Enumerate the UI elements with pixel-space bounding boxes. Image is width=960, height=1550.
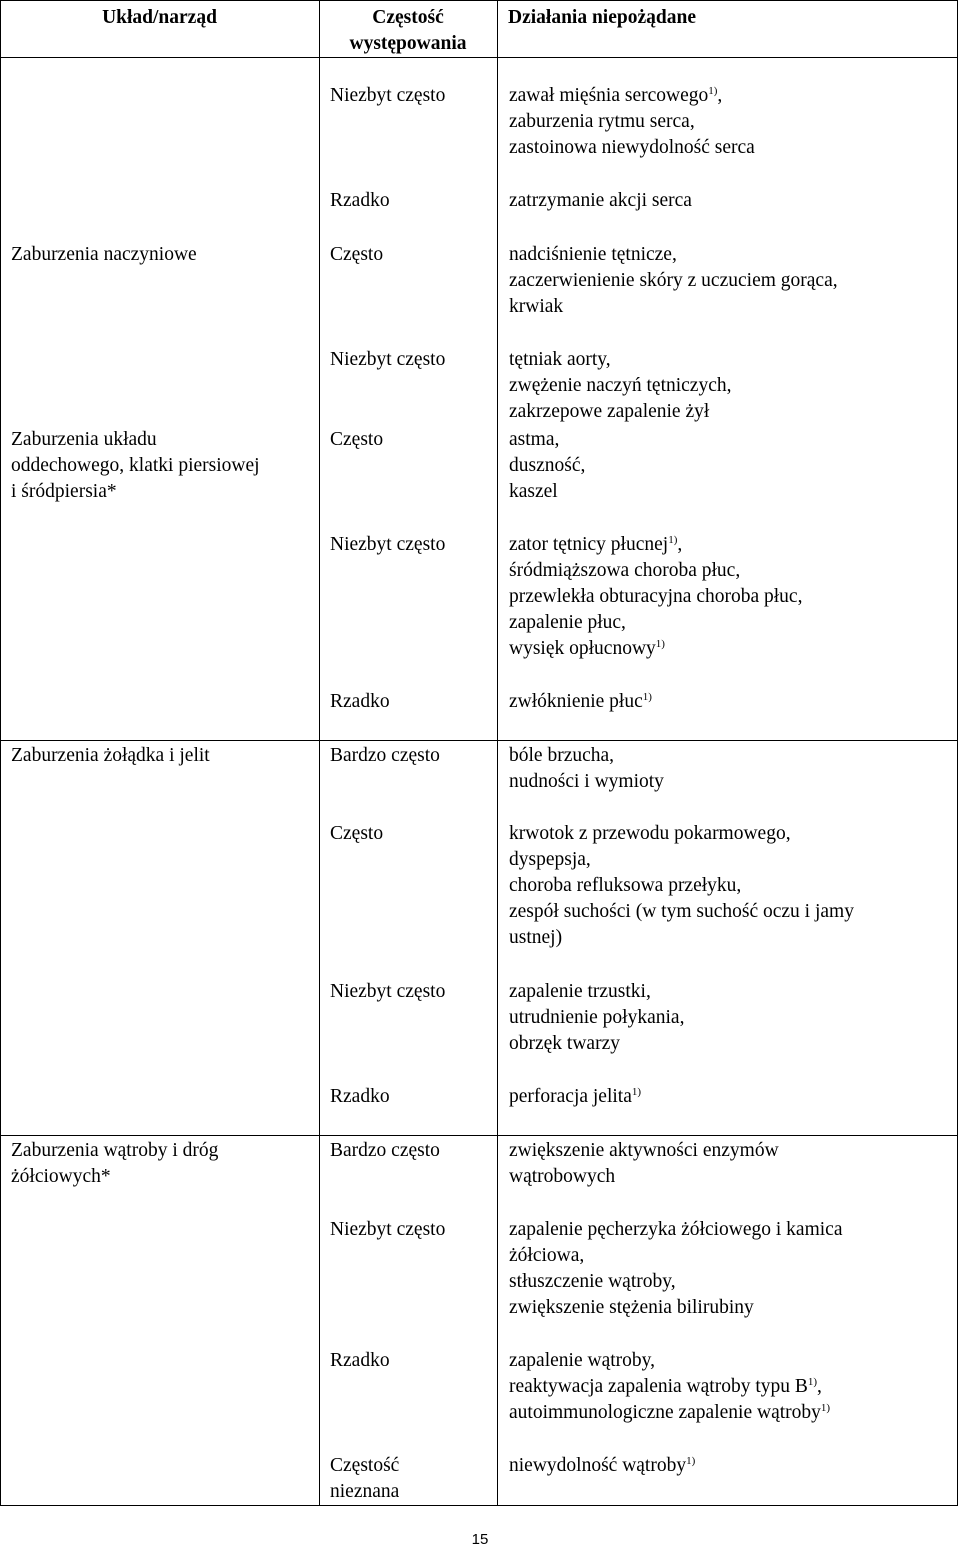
table-border-top (0, 0, 958, 1)
column-divider (497, 0, 498, 1506)
frequency-cell: Niezbyt często (330, 1219, 446, 1240)
frequency-cell: Niezbyt często (330, 349, 446, 370)
frequency-cell: Rzadko (330, 1086, 390, 1107)
effect-cell: zapalenie pęcherzyka żółciowego i kamica żółciowa, stłuszczenie wątroby, zwiększenie stężenia bilirubiny (509, 1219, 843, 1318)
effect-cell: zatrzymanie akcji serca (509, 190, 692, 211)
table-border-bottom (0, 1505, 958, 1506)
effect-cell: niewydolność wątroby$^{1)}$ (509, 1455, 696, 1476)
frequency-cell: Niezbyt często (330, 534, 446, 555)
frequency-cell: Rzadko (330, 691, 390, 712)
frequency-cell: Często (330, 244, 384, 265)
table-border-right (957, 0, 958, 1506)
page-number: 15 (471, 1531, 489, 1548)
organ-class-cell: Zaburzenia układu oddechowego, klatki piersiowej i śródpiersia* (11, 429, 260, 502)
effect-cell: zator tętnicy płucnej$^{1)}$, śródmiąższowa choroba płuc, przewlekła obturacyjna choroba płuc, zapalenie płuc, wysięk opłucnowy$^{1)}$ (509, 534, 803, 659)
header-organ: Układ/narząd (102, 7, 217, 28)
effect-cell: krwotok z przewodu pokarmowego, dyspepsja, choroba refluksowa przełyku, zespół suchości (w tym suchość oczu i jamy ustnej) (509, 823, 854, 948)
header-frequency: Częstość występowania (349, 7, 467, 54)
header-adverse-effects: Działania niepożądane (508, 7, 696, 28)
effect-cell: nadciśnienie tętnicze, zaczerwienienie skóry z uczuciem gorąca, krwiak (509, 244, 838, 317)
effect-cell: bóle brzucha, nudności i wymioty (509, 745, 664, 792)
effect-cell: perforacja jelita$^{1)}$ (509, 1086, 642, 1107)
frequency-cell: Częstość nieznana (330, 1455, 400, 1502)
frequency-cell: Często (330, 429, 384, 450)
frequency-cell: Często (330, 823, 384, 844)
frequency-cell: Niezbyt często (330, 981, 446, 1002)
effect-cell: tętniak aorty, zwężenie naczyń tętniczych, zakrzepowe zapalenie żył (509, 349, 732, 422)
organ-class-cell: Zaburzenia wątroby i dróg żółciowych* (11, 1140, 219, 1187)
effect-cell: zwiększenie aktywności enzymów wątrobowych (509, 1140, 779, 1187)
section-divider (0, 740, 958, 741)
frequency-cell: Niezbyt często (330, 85, 446, 106)
effect-cell: zawał mięśnia sercowego$^{1)}$, zaburzenia rytmu serca, zastoinowa niewydolność serca (509, 85, 755, 158)
effect-cell: zapalenie wątroby, reaktywacja zapalenia wątroby typu $B^{1)}$, autoimmunologiczne zapalenie wątroby$^{1)}$ (509, 1350, 831, 1423)
header-divider (0, 57, 958, 58)
frequency-cell: Rzadko (330, 1350, 390, 1371)
column-divider (319, 0, 320, 1506)
table-border-left (0, 0, 1, 1506)
frequency-cell: Bardzo często (330, 745, 440, 766)
section-divider (0, 1135, 958, 1136)
effect-cell: zapalenie trzustki, utrudnienie połykania, obrzęk twarzy (509, 981, 685, 1054)
frequency-cell: Rzadko (330, 190, 390, 211)
organ-class-cell: Zaburzenia naczyniowe (11, 244, 197, 265)
frequency-cell: Bardzo często (330, 1140, 440, 1161)
organ-class-cell: Zaburzenia żołądka i jelit (11, 745, 210, 766)
effect-cell: zwłóknienie płuc$^{1)}$ (509, 691, 652, 712)
effect-cell: astma, duszność, kaszel (509, 429, 586, 502)
